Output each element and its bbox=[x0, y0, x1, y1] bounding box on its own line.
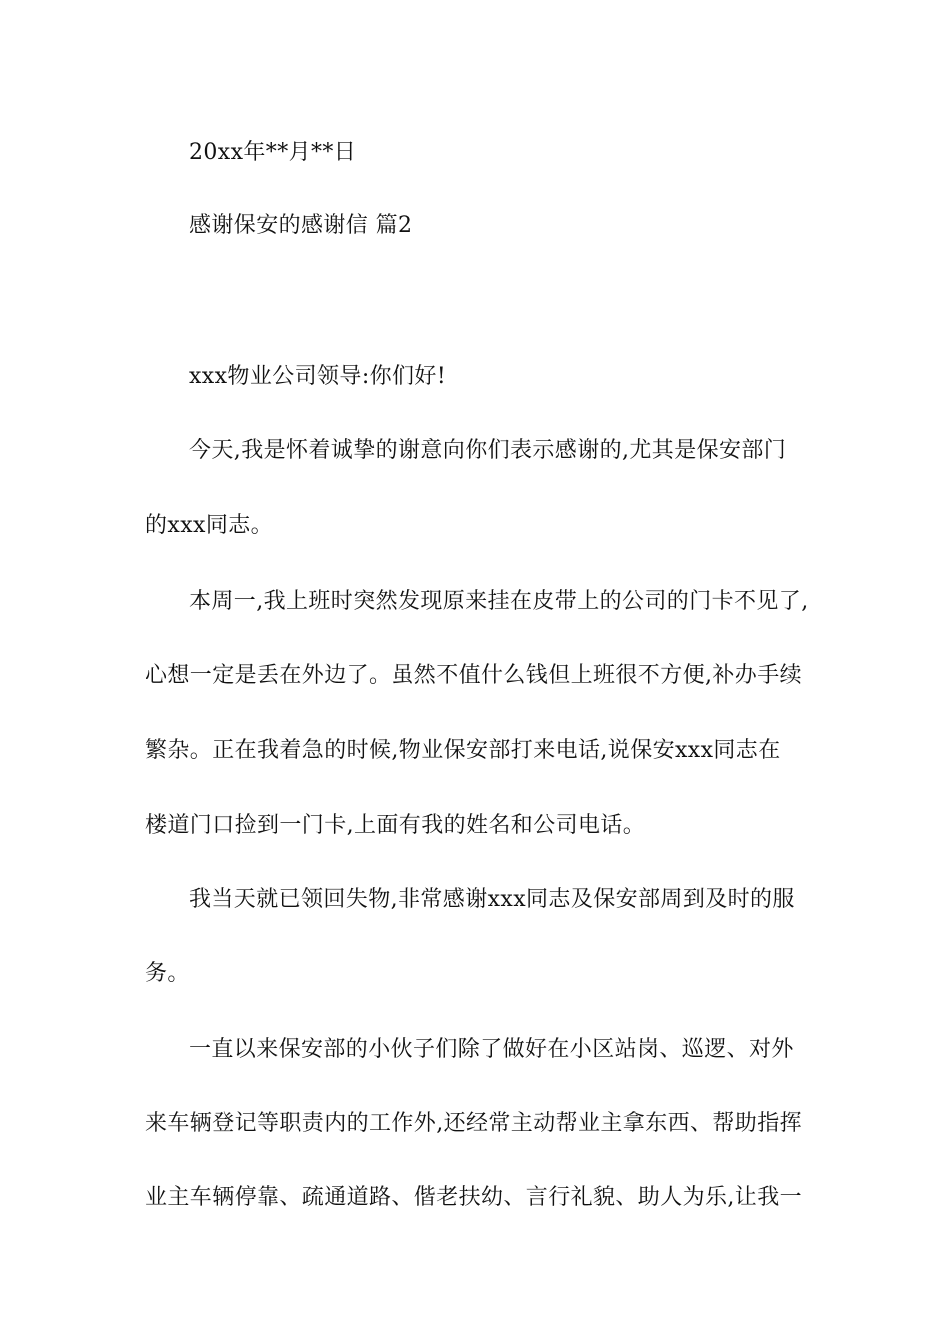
paragraph-line: 业主车辆停靠、疏通道路、偕老扶幼、言行礼貌、助人为乐,让我一 bbox=[145, 1185, 802, 1210]
paragraph-line: 的xxx同志。 bbox=[145, 513, 274, 538]
salutation: xxx物业公司领导:你们好! bbox=[189, 364, 447, 389]
section-title: 感谢保安的感谢信 篇2 bbox=[189, 213, 413, 238]
paragraph-line: 心想一定是丢在外边了。虽然不值什么钱但上班很不方便,补办手续 bbox=[145, 663, 802, 688]
paragraph-line: 今天,我是怀着诚挚的谢意向你们表示感谢的,尤其是保安部门 bbox=[189, 438, 787, 463]
paragraph-line: 一直以来保安部的小伙子们除了做好在小区站岗、巡逻、对外 bbox=[189, 1037, 794, 1062]
paragraph-line: 繁杂。正在我着急的时候,物业保安部打来电话,说保安xxx同志在 bbox=[145, 738, 781, 763]
paragraph-line: 楼道门口捡到一门卡,上面有我的姓名和公司电话。 bbox=[145, 813, 646, 838]
paragraph-line: 我当天就已领回失物,非常感谢xxx同志及保安部周到及时的服 bbox=[189, 887, 795, 912]
date-line: 20xx年**月**日 bbox=[189, 140, 357, 165]
paragraph-line: 本周一,我上班时突然发现原来挂在皮带上的公司的门卡不见了, bbox=[189, 589, 809, 614]
paragraph-line: 务。 bbox=[145, 961, 190, 986]
paragraph-line: 来车辆登记等职责内的工作外,还经常主动帮业主拿东西、帮助指挥 bbox=[145, 1111, 802, 1136]
